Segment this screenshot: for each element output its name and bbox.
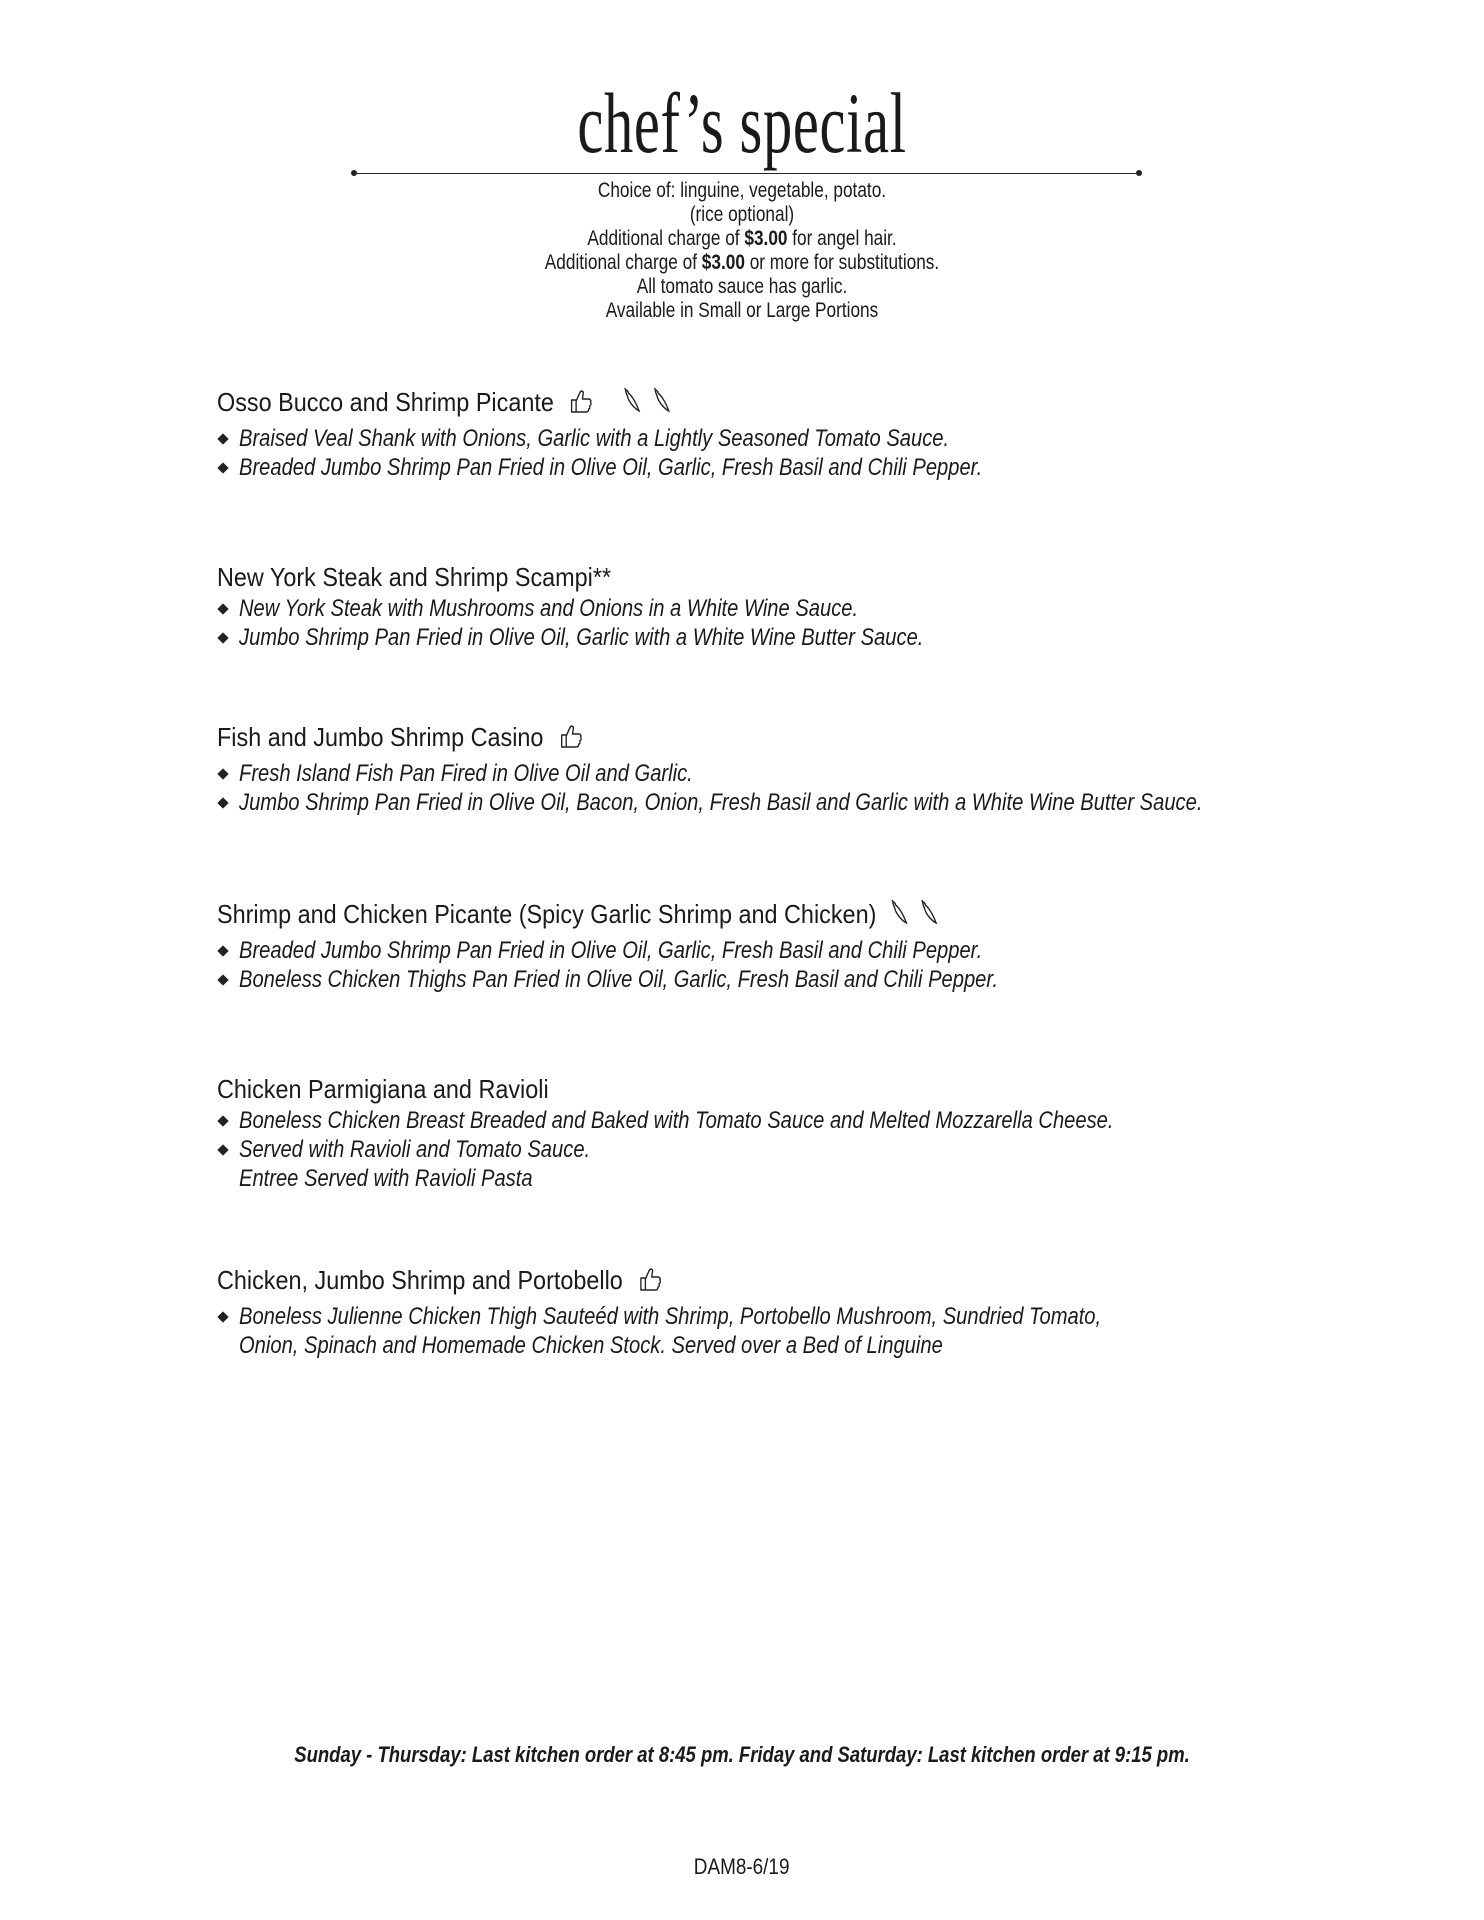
- menu-item: [217, 721, 1367, 817]
- menu-item-name: Fish and Jumbo Shrimp Casino: [217, 721, 1252, 757]
- diamond-bullet-icon: [217, 603, 228, 614]
- diamond-bullet-icon: [217, 433, 228, 444]
- menu-item-name: New York Steak and Shrimp Scampi**: [217, 562, 612, 592]
- diamond-bullet-icon: [217, 797, 228, 808]
- description-line: Served with Ravioli and Tomato Sauce.: [217, 1135, 1367, 1164]
- diamond-bullet-icon: [217, 945, 228, 956]
- menu-item-name: Chicken, Jumbo Shrimp and Portobello: [217, 1264, 1252, 1300]
- diamond-bullet-icon: [217, 632, 228, 643]
- chili-pepper-icon: [889, 898, 911, 934]
- note-line: Available in Small or Large Portions: [605, 299, 879, 322]
- chili-pepper-icon: [651, 386, 673, 422]
- menu-title: chef’s special: [577, 75, 907, 171]
- menu-notes: [0, 179, 1484, 323]
- note-line: (rice optional): [689, 203, 795, 226]
- diamond-bullet-icon: [217, 1311, 228, 1322]
- title-divider: [354, 173, 1140, 174]
- note-line: Choice of: linguine, vegetable, potato.: [597, 179, 887, 202]
- price: $3.00: [701, 251, 745, 274]
- chili-pepper-icon: [919, 898, 941, 934]
- description-continuation: Entree Served with Ravioli Pasta: [239, 1165, 533, 1192]
- description-line: Jumbo Shrimp Pan Fried in Olive Oil, Garlic with a White Wine Butter Sauce.: [217, 623, 1367, 652]
- description-line: Boneless Chicken Thighs Pan Fried in Olive Oil, Garlic, Fresh Basil and Chili Pepper.: [217, 965, 1367, 994]
- note-line: Additional charge of $3.00 or more for substitutions.: [544, 251, 940, 274]
- kitchen-hours-note: Sunday - Thursday: Last kitchen order at 8:45 pm. Friday and Saturday: Last kitchen order at 9:15 pm.: [294, 1742, 1190, 1767]
- menu-item: [217, 386, 1367, 482]
- note-line: Additional charge of $3.00 for angel hair.: [587, 227, 897, 250]
- description-line: Jumbo Shrimp Pan Fried in Olive Oil, Bacon, Onion, Fresh Basil and Garlic with a White Wine Butter Sauce.: [217, 788, 1367, 817]
- thumbs-up-icon: [566, 386, 593, 422]
- menu-code: DAM8-6/19: [694, 1854, 790, 1879]
- description-line: Boneless Chicken Breast Breaded and Baked with Tomato Sauce and Melted Mozzarella Cheese.: [217, 1106, 1367, 1135]
- menu-item-name: Chicken Parmigiana and Ravioli: [217, 1074, 549, 1104]
- note-line: All tomato sauce has garlic.: [636, 275, 848, 298]
- description-continuation: Onion, Spinach and Homemade Chicken Stock. Served over a Bed of Linguine: [239, 1332, 943, 1359]
- description-line: Braised Veal Shank with Onions, Garlic with a Lightly Seasoned Tomato Sauce.: [217, 424, 1367, 453]
- menu-item-name: Osso Bucco and Shrimp Picante: [217, 386, 1252, 422]
- diamond-bullet-icon: [217, 1115, 228, 1126]
- divider-end-dot: [1136, 170, 1142, 176]
- divider-end-dot: [351, 170, 357, 176]
- chili-pepper-icon: [622, 386, 644, 422]
- menu-item: [217, 1074, 1367, 1193]
- price: $3.00: [744, 227, 788, 250]
- diamond-bullet-icon: [217, 974, 228, 985]
- description-line: Fresh Island Fish Pan Fired in Olive Oil and Garlic.: [217, 759, 1367, 788]
- description-line: Boneless Julienne Chicken Thigh Sauteéd with Shrimp, Portobello Mushroom, Sundried Tomato,: [217, 1302, 1367, 1331]
- description-line: Breaded Jumbo Shrimp Pan Fried in Olive Oil, Garlic, Fresh Basil and Chili Pepper.: [217, 936, 1367, 965]
- diamond-bullet-icon: [217, 768, 228, 779]
- description-line: New York Steak with Mushrooms and Onions in a White Wine Sauce.: [217, 594, 1367, 623]
- menu-item: [217, 898, 1367, 994]
- description-line: Breaded Jumbo Shrimp Pan Fried in Olive Oil, Garlic, Fresh Basil and Chili Pepper.: [217, 453, 1367, 482]
- menu-item: [217, 562, 1367, 652]
- thumbs-up-icon: [556, 721, 583, 757]
- diamond-bullet-icon: [217, 462, 228, 473]
- diamond-bullet-icon: [217, 1144, 228, 1155]
- menu-item: [217, 1264, 1367, 1360]
- menu-item-name: Shrimp and Chicken Picante (Spicy Garlic Shrimp and Chicken): [217, 898, 1252, 934]
- thumbs-up-icon: [635, 1264, 662, 1300]
